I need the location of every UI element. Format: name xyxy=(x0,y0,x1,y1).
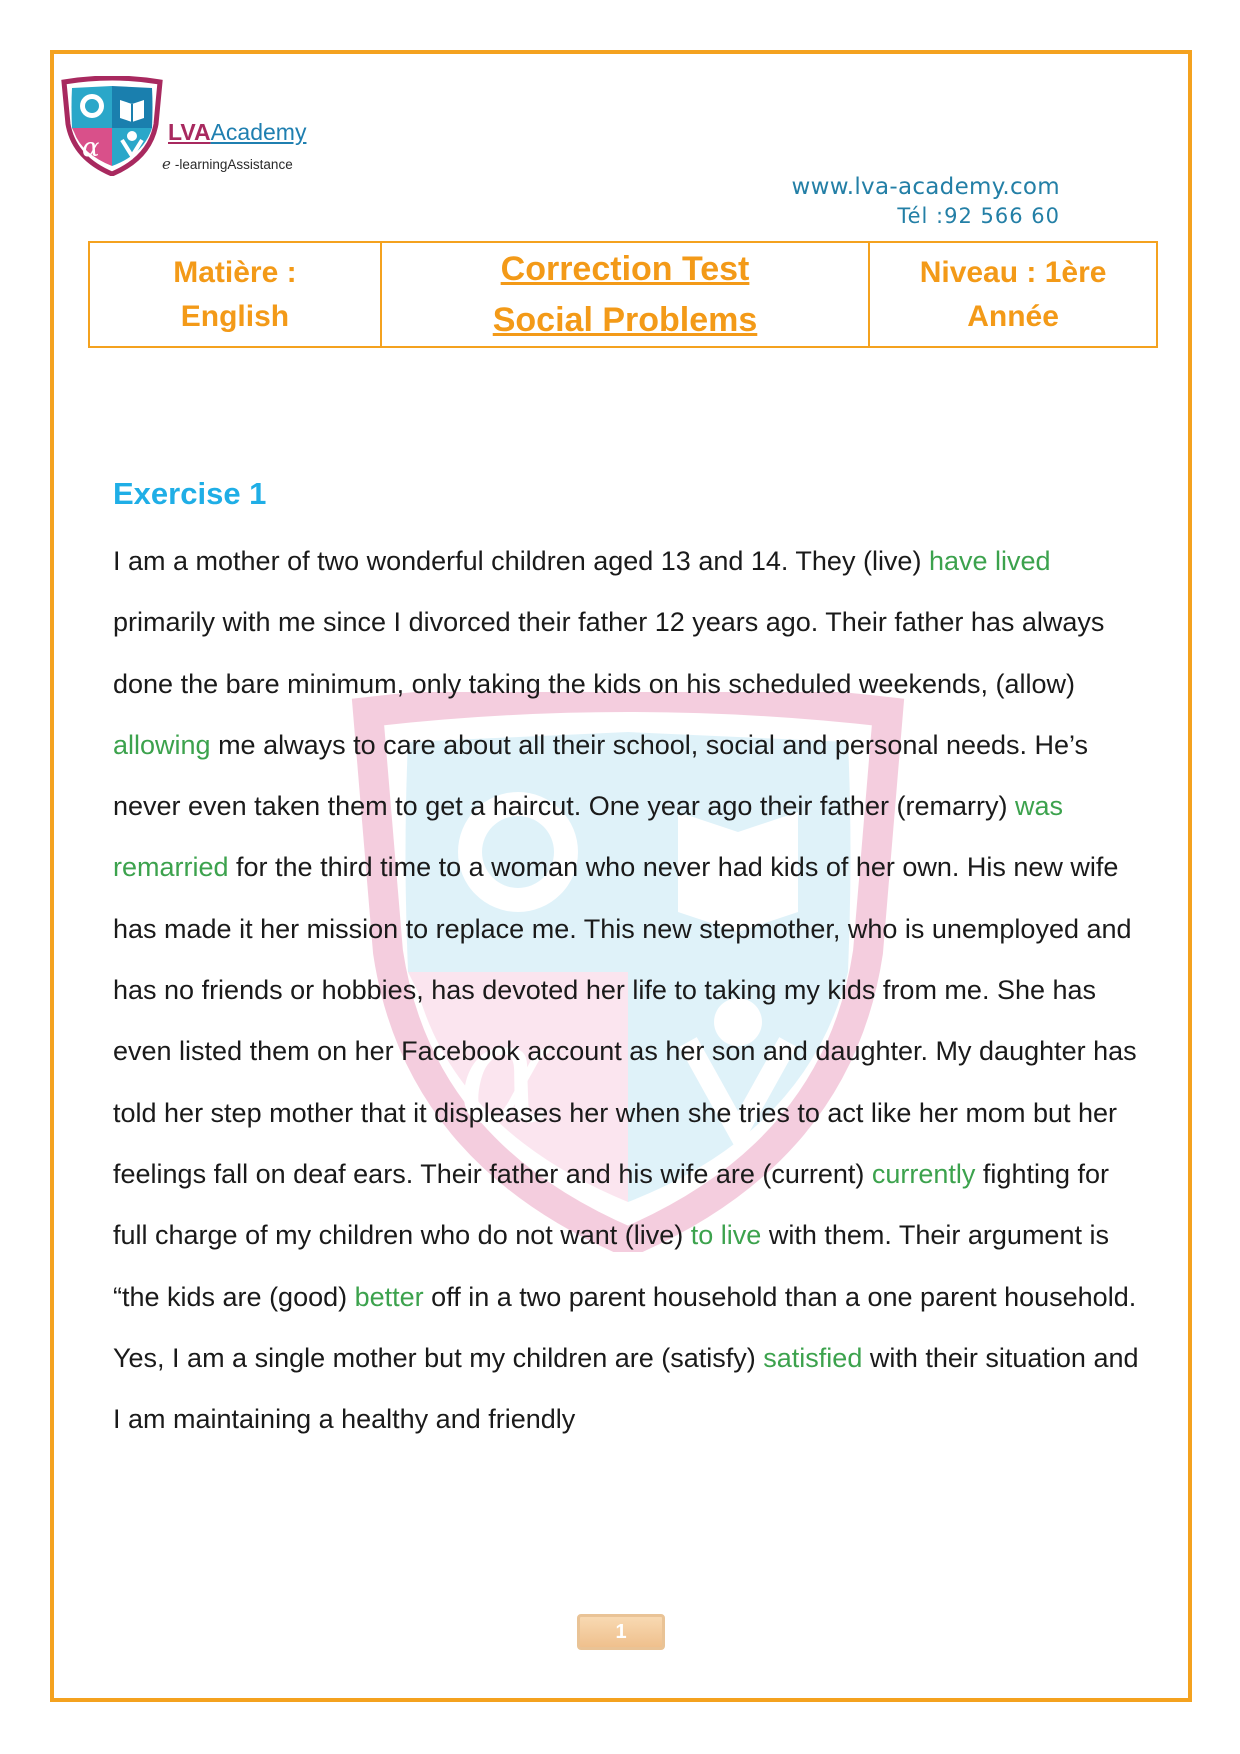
tagline-text: -learningAssistance xyxy=(174,157,293,172)
subject-label: Matière : xyxy=(173,256,297,289)
brand-name xyxy=(168,121,306,144)
website-url: www.lva-academy.com xyxy=(791,174,1060,200)
header-table xyxy=(88,241,1158,348)
answer-text: have lived xyxy=(928,546,1051,576)
passage-text: off in a two parent household than a one parent household. Yes, I am a single mother but my children are (satisfy) xyxy=(113,1281,1137,1373)
exercise-text xyxy=(113,531,1143,1450)
passage-text: with them. Their argument is “the kids are (good) xyxy=(113,1220,1109,1312)
passage-text: fighting for full charge of my children who do not want (live) xyxy=(113,1158,1109,1251)
answer-text: satisfied xyxy=(763,1342,863,1373)
passage-text: primarily with me since I divorced their father 12 years ago. Their father has always done the bare minimum, only taking the kids on his scheduled weekends, (allow) xyxy=(113,607,1105,699)
brand-name-lva: LVA xyxy=(168,119,211,145)
brand-name-academy: Academy xyxy=(210,119,307,145)
passage-text: for the third time to a woman who never had kids of her own. His new wife has made it her mission to replace me. This new stepmother, who is unemployed and has no friends or hobbies, has devoted her life to taking my kids from me. She has even listed them on her Facebook account as her son and daughter. My daughter has told her step mother that it displeases her when she tries to act like her mom but her feelings fall on deaf ears. Their father and his wife are (current) xyxy=(113,852,1137,1189)
svg-text:α: α xyxy=(82,133,100,163)
answer-text: was remarried xyxy=(113,791,1063,883)
page-number: 1 xyxy=(577,1614,665,1650)
passage-text: I am a mother of two wonderful children aged 13 and 14. They (live) xyxy=(113,546,929,576)
subject-cell xyxy=(89,242,381,347)
passage-text: me always to care about all their school, social and personal needs. He’s never even taken them to get a haircut. One year ago their father (remarry) xyxy=(113,729,1089,822)
phone-number: Tél :92 566 60 xyxy=(897,204,1060,228)
answer-text: better xyxy=(354,1281,424,1312)
level-cell xyxy=(869,242,1157,347)
answer-text: allowing xyxy=(113,729,211,760)
answer-text: to live xyxy=(690,1220,762,1251)
exercise-title: Exercise 1 xyxy=(113,476,267,511)
level-value: Année xyxy=(967,299,1059,333)
passage-text: with their situation and I am maintaining a healthy and friendly xyxy=(113,1342,1139,1435)
test-subtitle: Social Problems xyxy=(492,300,758,339)
subject-value: English xyxy=(180,299,290,333)
title-cell xyxy=(381,242,869,347)
lva-academy-logo-icon xyxy=(58,76,166,176)
svg-text:α: α xyxy=(458,993,553,1156)
brand-tagline xyxy=(162,155,293,173)
level-label: Niveau : 1ère xyxy=(919,256,1107,289)
tagline-e: e xyxy=(162,155,171,173)
answer-text: currently xyxy=(871,1158,976,1189)
test-title: Correction Test xyxy=(500,249,750,288)
